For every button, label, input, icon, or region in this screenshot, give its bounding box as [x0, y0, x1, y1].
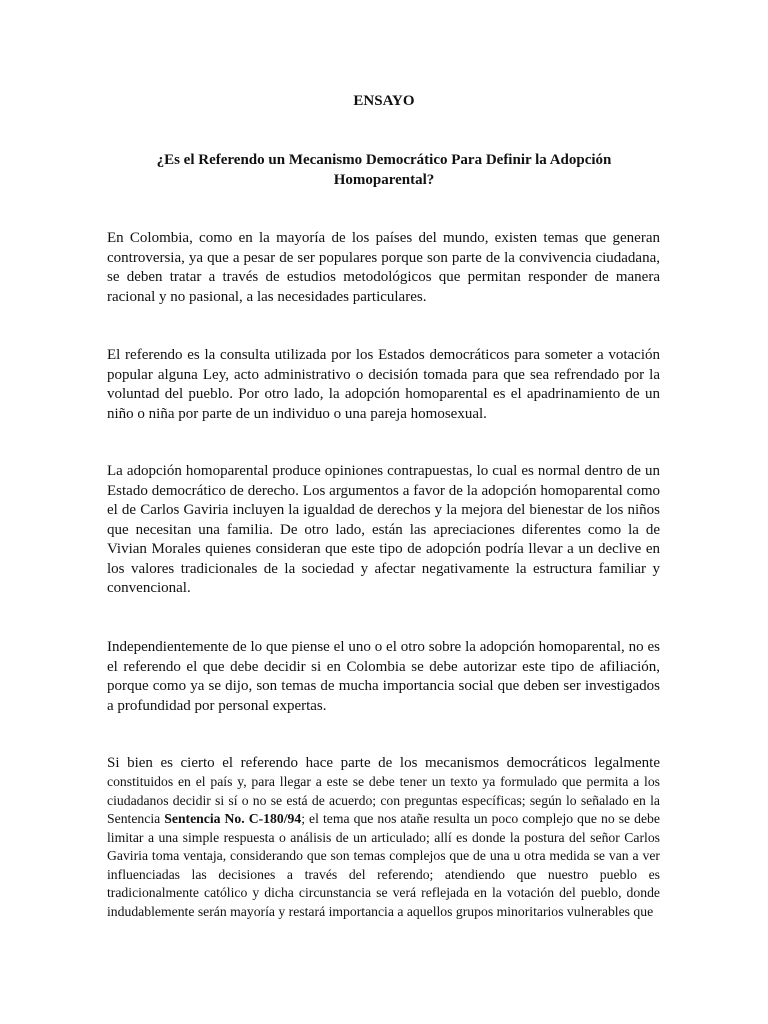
paragraph-2: El referendo es la consulta utilizada por los Estados democráticos para someter a votación popular alguna Ley, acto administrativo o decisión tomada para que sea refrendado por la voluntad del pueblo. Por otro lado, la adopción homoparental es el apadrinamiento de un niño o niña por parte de un individuo o una pareja homosexual.	[107, 347, 660, 422]
document-title: ENSAYO	[353, 93, 415, 109]
sentencia-reference: Sentencia No. C-180/94	[164, 811, 302, 826]
paragraph-5-body	[107, 773, 660, 921]
paragraph-5	[107, 754, 660, 921]
paragraph-3: La adopción homoparental produce opiniones contrapuestas, lo cual es normal dentro de un Estado democrático de derecho. Los argumentos a favor de la adopción homoparental como el de Carlos Gaviria incluyen la igualdad de derechos y la mejora del bienestar de los niños que necesitan una familia. De otro lado, están las apreciaciones diferentes como la de Vivian Morales quienes consideran que este tipo de adopción podría llevar a un declive en los valores tradicionales de la sociedad y afectar negativamente la estructura familiar y convencional.	[107, 463, 660, 596]
paragraph-5-text-before: constituidos en el país y, para llegar a este se debe tener un texto ya formulado que permita a los ciudadanos decidir si sí o no se está de acuerdo; con preguntas específicas; según lo señalado en la Sentencia	[107, 774, 660, 826]
essay-question: ¿Es el Referendo un Mecanismo Democrático Para Definir la Adopción Homoparental?	[156, 152, 612, 188]
paragraph-4: Independientemente de lo que piense el uno o el otro sobre la adopción homoparental, no es el referendo el que debe decidir si en Colombia se debe autorizar este tipo de afiliación, porque como ya se dijo, son temas de mucha importancia social que deben ser investigados a profundidad por personal expertas.	[107, 639, 660, 714]
paragraph-1: En Colombia, como en la mayoría de los países del mundo, existen temas que generan controversia, ya que a pesar de ser populares porque son parte de la convivencia ciudadana, se deben tratar a través de estudios metodológicos que permitan responder de manera racional y no pasional, a las necesidades particulares.	[107, 230, 660, 305]
paragraph-5-first-line: Si bien es cierto el referendo hace parte de los mecanismos democráticos legalmente	[107, 755, 660, 771]
paragraph-5-text-after: ; el tema que nos atañe resulta un poco complejo que no se debe limitar a una simple respuesta o análisis de un articulado; allí es donde la postura del señor Carlos Gaviria toma ventaja, considerando que son temas complejos que de una u otra medida se van a ver influenciadas las decisiones a través del referendo; atendiendo que nuestro pueblo es tradicionalmente católico y dicha circunstancia se verá reflejada en la votación del pueblo, donde indudablemente serán mayoría y restará importancia a aquellos grupos minoritarios vulnerables que	[107, 811, 660, 919]
